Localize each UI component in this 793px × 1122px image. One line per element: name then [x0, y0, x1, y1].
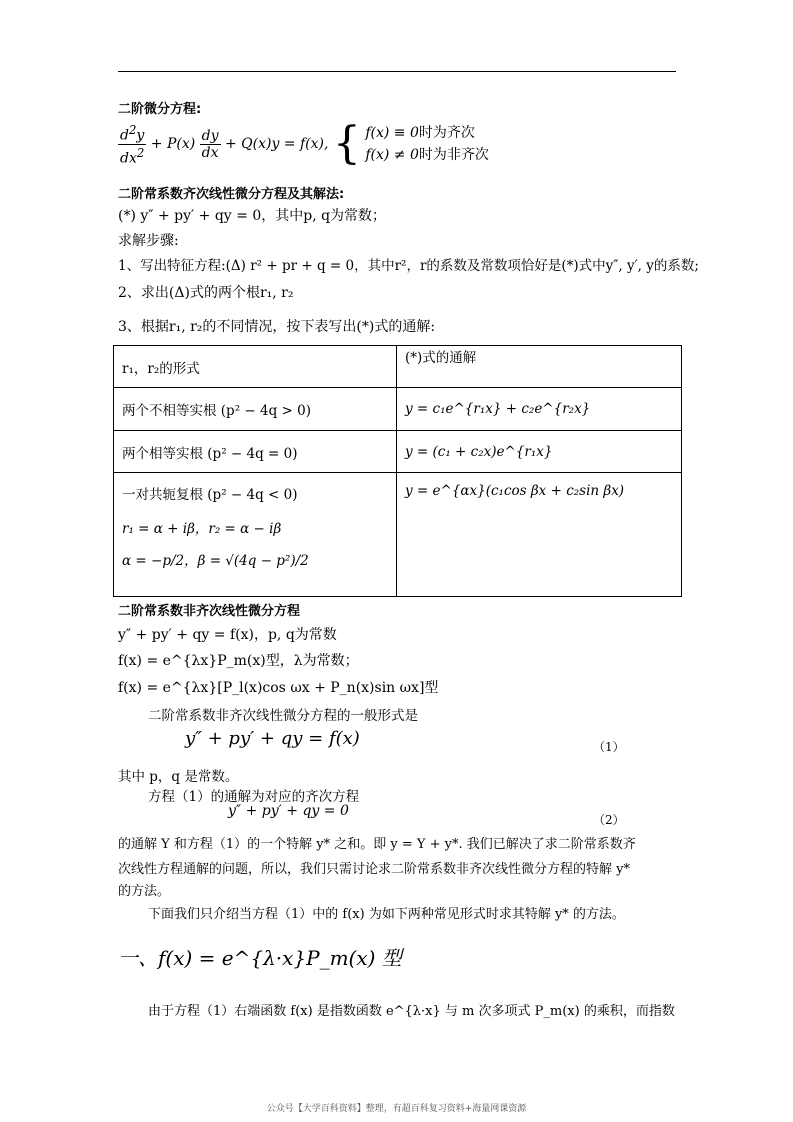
paragraph-constants: 其中 p，q 是常数。 [118, 769, 239, 785]
paragraph-sum: 的通解 Y 和方程（1）的一个特解 y* 之和。即 y = Y + y*. 我们已解决了求二阶常系数齐 [118, 837, 636, 852]
solution-steps-label: 求解步骤: [118, 233, 179, 249]
nonhomogeneous-equation: y″ + py′ + qy = f(x)，p, q为常数 [118, 627, 337, 643]
table-cell-equal-real-roots: 两个相等实根 (p² − 4q = 0) [114, 431, 397, 473]
section-title-nonhomogeneous: 二阶常系数非齐次线性微分方程 [118, 604, 301, 619]
paragraph-product: 由于方程（1）右端函数 f(x) 是指数函数 e^{λ·x} 与 m 次多项式 P_m(x) 的乘积，而指数 [148, 1004, 675, 1019]
section-title-second-order-ode: 二阶微分方程: [118, 102, 202, 117]
table-row [114, 473, 682, 597]
header-rule [118, 71, 676, 72]
equation-2: y″ + py′ + qy = 0 [228, 803, 349, 819]
complex-roots-values: r₁ = α + iβ，r₂ = α − iβ [122, 521, 282, 537]
paragraph-particular: 次线性方程通解的问题，所以，我们只需讨论求二阶常系数非齐次线性微分方程的特解 y* [118, 862, 630, 877]
table-cell-complex-roots [114, 473, 397, 597]
alpha-beta-definition: α = −p/2，β = √(4q − p²)/2 [122, 553, 309, 569]
table-header-row [114, 346, 682, 388]
step-3: 3、根据r₁, r₂的不同情况，按下表写出(*)式的通解: [118, 319, 436, 335]
equation-2-number: （2） [593, 813, 625, 827]
general-solution-table [113, 345, 682, 597]
complex-roots-label: 一对共轭复根 (p² − 4q < 0) [122, 487, 298, 503]
table-header-root-form: r₁，r₂的形式 [114, 346, 397, 388]
type-1-form: f(x) = e^{λx}P_m(x)型，λ为常数； [118, 653, 359, 669]
step-1: 1、写出特征方程:(Δ) r² + pr + q = 0，其中r²，r的系数及常数项恰好是(*)式中y″, y′, y的系数; [118, 258, 699, 274]
section-title-homogeneous: 二阶常系数齐次线性微分方程及其解法: [118, 187, 345, 202]
table-cell-distinct-real-roots: 两个不相等实根 (p² − 4q > 0) [114, 388, 397, 431]
table-row [114, 388, 682, 431]
type-2-form: f(x) = e^{λx}[P_l(x)cos ωx + P_n(x)sin ωx]型 [118, 680, 439, 696]
table-cell-equal-real-solution: y = (c₁ + c₂x)e^{r₁x} [397, 431, 682, 473]
table-cell-distinct-real-solution: y = c₁e^{r₁x} + c₂e^{r₂x} [397, 388, 682, 431]
paragraph-two-forms: 下面我们只介绍当方程（1）中的 f(x) 为如下两种常见形式时求其特解 y* 的方法。 [148, 907, 625, 922]
second-order-ode-equation: $\frac{d^2y}{dx^2}$ + P(x) $\frac{dy}{dx}$ + Q(x)y = f(x), { f(x) ≡ 0时为齐次 f(x) ≠ 0时为非齐次 [120, 118, 489, 170]
paragraph-general-solution: 方程（1）的通解为对应的齐次方程 [148, 789, 360, 805]
step-2: 2、求出(Δ)式的两个根r₁, r₂ [118, 285, 294, 301]
footer-watermark: 公众号【大学百科资料】整理，有超百科复习资料+海量网课资源 [266, 1104, 527, 1114]
heading-type-one: 一、f(x) = e^{λ·x}P_m(x) 型 [118, 946, 402, 970]
table-header-general-solution: (*)式的通解 [397, 346, 682, 388]
table-cell-complex-solution: y = e^{αx}(c₁cos βx + c₂sin βx) [397, 473, 682, 597]
table-row [114, 431, 682, 473]
equation-1-number: （1） [593, 740, 625, 754]
paragraph-general-form: 二阶常系数非齐次线性微分方程的一般形式是 [148, 708, 418, 724]
homogeneous-equation: (*) y″ + py′ + qy = 0，其中p, q为常数； [118, 208, 387, 224]
paragraph-method: 的方法。 [118, 884, 171, 899]
equation-1: y″ + py′ + qy = f(x) [185, 728, 360, 749]
